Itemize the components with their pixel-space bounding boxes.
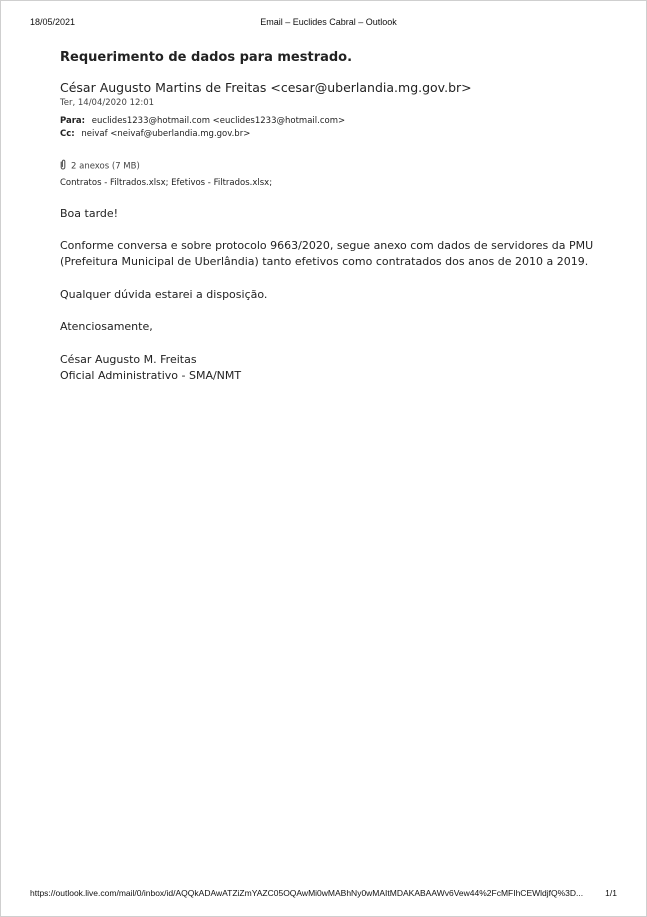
email-sent-date: Ter, 14/04/2020 12:01: [60, 98, 155, 108]
to-label: Para:: [60, 116, 86, 126]
email-sender: César Augusto Martins de Freitas <cesar@uberlandia.mg.gov.br>: [60, 80, 472, 95]
print-title: Email – Euclides Cabral – Outlook: [260, 17, 397, 27]
body-paragraph-line: Conforme conversa e sobre protocolo 9663/2020, segue anexo com dados de servidores da PMU: [60, 239, 594, 252]
print-url: https://outlook.live.com/mail/0/inbox/id/AQQkADAwATZiZmYAZC05OQAwMi0wMABhNy0wMAItMDAKABAAWv6Vew44%2FcMFIhCEWldjfQ%3D...: [30, 888, 584, 898]
to-recipients: euclides1233@hotmail.com <euclides1233@hotmail.com>: [91, 116, 346, 126]
cc-label: Cc:: [60, 129, 75, 139]
body-paragraph: Qualquer dúvida estarei a disposição.: [60, 288, 268, 301]
page-number: 1/1: [605, 888, 617, 898]
attachments-files[interactable]: Contratos - Filtrados.xlsx; Efetivos - Filtrados.xlsx;: [60, 178, 273, 188]
email-subject: Requerimento de dados para mestrado.: [60, 50, 353, 65]
attachments-count: 2 anexos (7 MB): [71, 161, 140, 172]
signature-title: Oficial Administrativo - SMA/NMT: [60, 369, 242, 382]
paperclip-icon: [60, 159, 66, 173]
print-date: 18/05/2021: [30, 17, 76, 27]
body-greeting: Boa tarde!: [60, 207, 119, 220]
body-paragraph-line: (Prefeitura Municipal de Uberlândia) tanto efetivos como contratados dos anos de 2010 a 2019.: [60, 255, 589, 268]
signature-name: César Augusto M. Freitas: [60, 353, 197, 366]
to-row: [60, 116, 345, 126]
cc-recipients: neivaf <neivaf@uberlandia.mg.gov.br>: [81, 129, 251, 139]
body-closing: Atenciosamente,: [60, 320, 153, 333]
cc-row: [60, 129, 250, 139]
attachments-summary: [60, 159, 140, 173]
print-header: [30, 17, 627, 29]
